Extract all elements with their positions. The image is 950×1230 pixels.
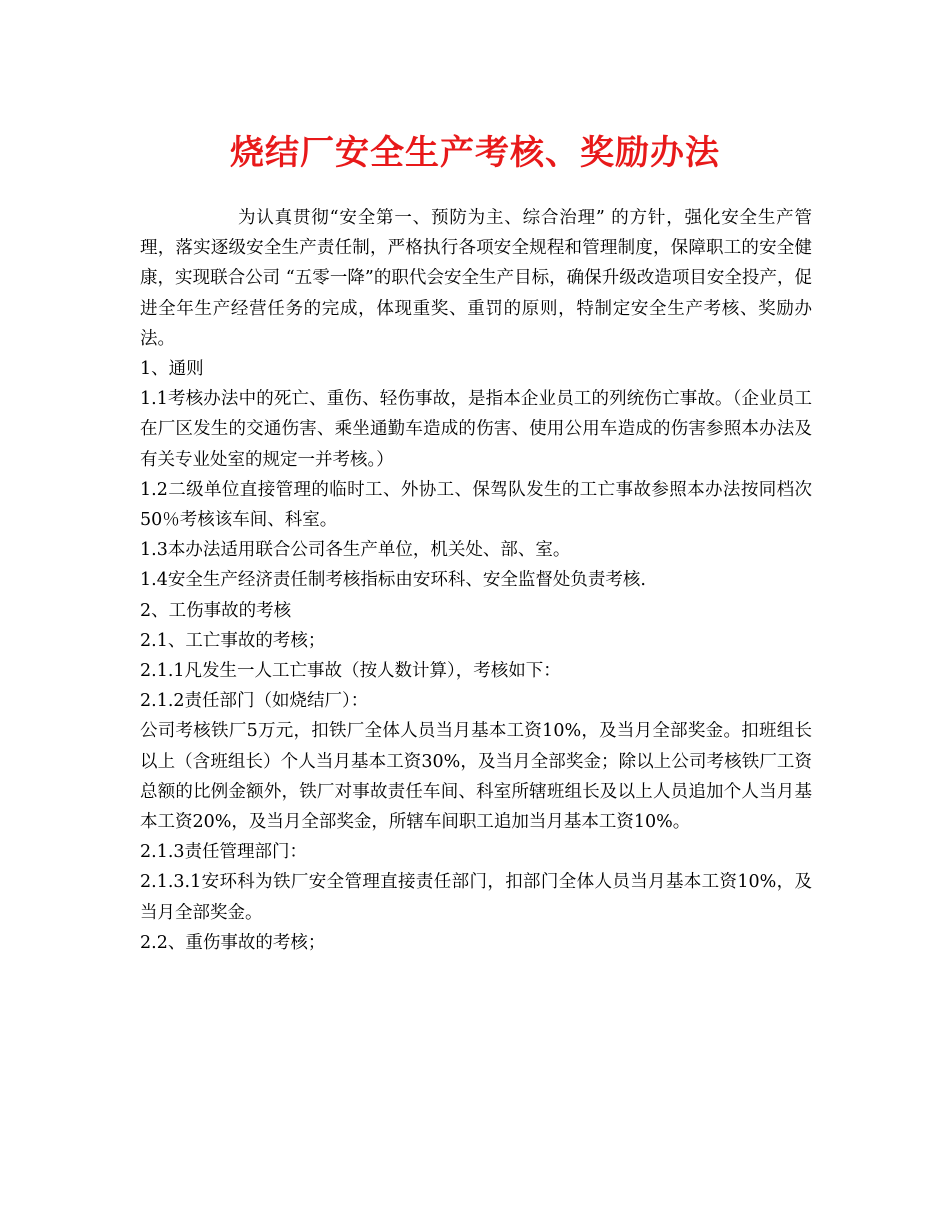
section-heading: 1、通则 bbox=[140, 359, 204, 380]
clause-paragraph: 2.1.3.1安环科为铁厂安全管理直接责任部门，扣部门全体人员当月基本工资10%，及当月全部奖金。 bbox=[140, 872, 812, 923]
clause-paragraph: 2.1.1凡发生一人工亡事故（按人数计算），考核如下： bbox=[140, 661, 561, 682]
document-title: 烧结厂安全生产考核、奖励办法 bbox=[230, 133, 720, 173]
clause-paragraph: 1.2二级单位直接管理的临时工、外协工、保驾队发生的工亡事故参照本办法按同档次50％考核该车间、科室。 bbox=[140, 479, 812, 531]
subsection-heading: 2.1、工亡事故的考核； bbox=[140, 630, 326, 651]
subsection-heading: 2.2、重伤事故的考核； bbox=[140, 932, 326, 953]
clause-paragraph: 1.4安全生产经济责任制考核指标由安环科、安全监督处负责考核. bbox=[140, 570, 646, 591]
clause-paragraph: 1.1考核办法中的死亡、重伤、轻伤事故，是指本企业员工的列统伤亡事故。（企业员工在厂区发生的交通伤害、乘坐通勤车造成的伤害、使用公用车造成的伤害参照本办法及有关专业处室的规定一并考核。） bbox=[140, 389, 812, 470]
document-body bbox=[140, 203, 812, 958]
clause-paragraph: 2.1.3责任管理部门： bbox=[140, 842, 308, 863]
clause-paragraph: 公司考核铁厂5万元，扣铁厂全体人员当月基本工资10%，及当月全部奖金。扣班组长以上（含班组长）个人当月基本工资30%，及当月全部奖金；除以上公司考核铁厂工资总额的比例金额外，铁厂对事故责任车间、科室所辖班组长及以上人员追加个人当月基本工资20%，及当月全部奖金，所辖车间职工追加当月基本工资10%。 bbox=[140, 721, 812, 833]
clause-paragraph: 1.3本办法适用联合公司各生产单位，机关处、部、室。 bbox=[140, 540, 571, 561]
clause-paragraph: 2.1.2责任部门（如烧结厂）： bbox=[140, 691, 369, 712]
intro-paragraph: 为认真贯彻“安全第一、预防为主、综合治理” 的方针，强化安全生产管理，落实逐级安全生产责任制，严格执行各项安全规程和管理制度，保障职工的安全健康，实现联合公司 “五零一降”的职代会安全生产目标，确保升级改造项目安全投产，促进全年生产经营任务的完成，体现重奖、重罚的原则，特制定安全生产考核、奖励办法。 bbox=[140, 208, 812, 349]
section-heading: 2、工伤事故的考核 bbox=[140, 600, 292, 621]
